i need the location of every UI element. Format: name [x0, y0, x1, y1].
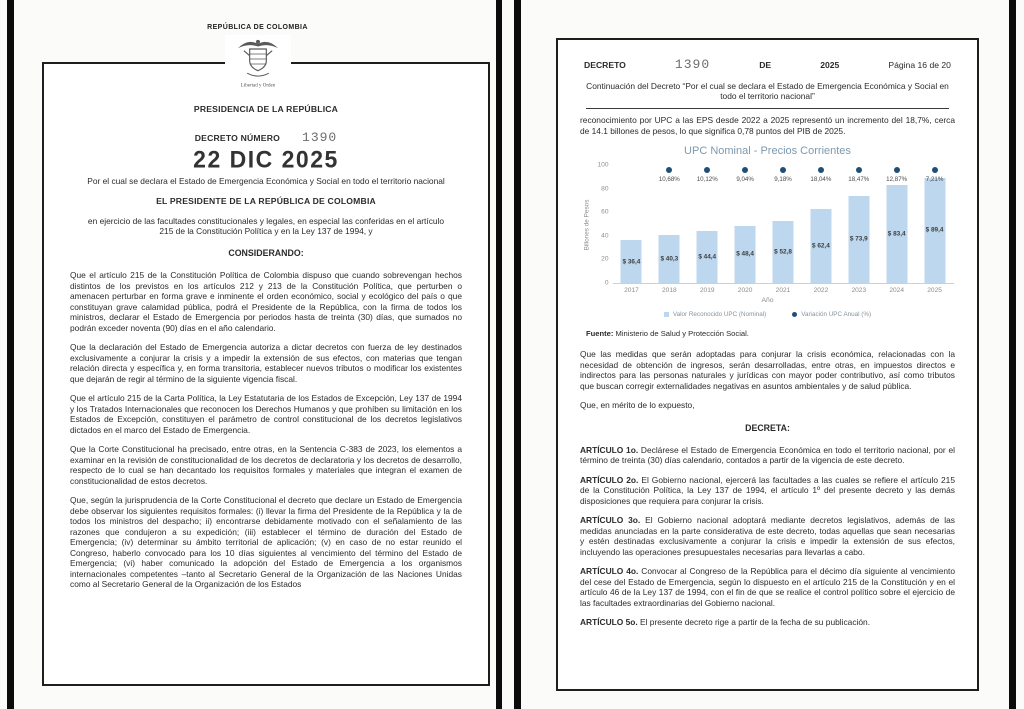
chart-legend	[582, 311, 954, 318]
x-axis-label: Año	[761, 297, 774, 304]
decree-number-stamp: 1390	[674, 57, 711, 72]
data-point-dot	[704, 167, 710, 173]
legend-item-bars	[664, 311, 766, 318]
x-tick: 2019	[699, 287, 715, 294]
article-text: Declárese el Estado de Emergencia Económica en todo el territorio nacional, por el término de treinta (30) días calendario, contados a partir de la vigencia de este decreto.	[580, 444, 955, 465]
article-text: El Gobierno nacional, ejercerá las facultades a las cuales se refiere el artículo 215 de la Constitución Política, la Ley 137 de 1994, el artículo 1º del presente decreto y las demás disposiciones que requiera para conjurar la crisis.	[580, 474, 955, 506]
chart-title: UPC Nominal - Precios Corrientes	[684, 145, 851, 157]
data-point-dot	[818, 167, 824, 173]
x-tick: 2021	[775, 287, 791, 294]
president-heading: EL PRESIDENTE DE LA REPÚBLICA DE COLOMBIA	[156, 196, 376, 206]
article-label: ARTÍCULO 5o.	[580, 617, 641, 627]
de-label: DE	[759, 60, 772, 70]
decree-subject: Por el cual se declara el Estado de Emergencia Económica y Social en todo el territorio nacional	[87, 176, 445, 186]
header-divider	[586, 108, 950, 109]
source-text: Ministerio de Salud y Protección Social.	[613, 329, 749, 338]
chart-slot	[878, 165, 916, 283]
emblem-motto: Libertad y Orden	[240, 83, 275, 89]
x-tick: 2025	[927, 287, 942, 294]
bar	[621, 240, 642, 283]
presidency-heading: PRESIDENCIA DE LA REPÚBLICA	[193, 104, 339, 114]
x-axis-ticks	[613, 287, 954, 294]
article-text: El Gobierno nacional adoptará mediante decretos legislativos, además de las medidas anunciadas en la parte considerativa de este decreto, todas aquellas que sean necesarias y estén destinadas exclusivamente a conjurar la crisis e impedir la extensión de sus efectos, incluyendo las operaciones presupuestales necesarias para llevarlas a cabo.	[580, 515, 955, 557]
pct-label: 18,47%	[848, 176, 870, 183]
right-page	[556, 38, 979, 691]
article-label: ARTÍCULO 4o.	[580, 566, 642, 576]
y-axis-ticks	[593, 161, 613, 287]
chart-slot	[650, 165, 688, 283]
article	[580, 445, 955, 466]
source-line	[586, 329, 955, 338]
body-paragraph: Que, en mérito de lo expuesto,	[580, 400, 695, 410]
bar-value-label: $ 52,8	[774, 248, 792, 256]
bar-value-label: $ 73,9	[849, 235, 868, 243]
decreta-heading: DECRETA:	[745, 422, 790, 433]
chart-slot	[688, 165, 726, 283]
chart-slot	[726, 165, 764, 283]
chart-slot	[764, 165, 802, 283]
bar-value-label: $ 44,4	[698, 253, 717, 261]
article-label: ARTÍCULO 2o.	[580, 474, 642, 485]
article	[580, 566, 955, 608]
powers-text: en ejercicio de las facultades constitucionales y legales, en especial las conferidas en el artículo 215 de la Constitución Política y en la Ley 137 de 1994, y	[87, 216, 445, 236]
republic-heading: REPÚBLICA DE COLOMBIA	[207, 24, 308, 31]
y-tick: 0	[604, 279, 609, 287]
left-page	[20, 0, 495, 709]
x-tick: 2017	[624, 287, 639, 294]
y-tick: 60	[601, 208, 609, 216]
scan-edge-bar-left	[7, 0, 14, 709]
bar-value-label: $ 40,3	[660, 255, 679, 263]
bar-value-label: $ 89,4	[925, 226, 944, 234]
x-tick: 2020	[737, 287, 753, 294]
source-label: Fuente:	[586, 329, 614, 338]
intro-paragraph: reconocimiento por UPC a las EPS desde 2022 a 2025 representó un incremento del 18,7%, cerca de 14.1 billones de pesos, lo que significa 0,78 puntos del PIB de 2025.	[580, 115, 955, 136]
data-point-dot	[780, 167, 786, 173]
data-point-dot	[856, 167, 862, 173]
chart-slot	[802, 165, 840, 283]
article-text: Convocar al Congreso de la República para el décimo día siguiente al vencimiento del cese del Estado de Emergencia, según lo dispuesto en el artículo 215 de la Constitución y en el artículo 46 de la Ley 137 de 1994, con el fin de que se realice el control político sobre el ejercicio de las facultades extraordinarias del Gobierno nacional.	[580, 566, 955, 608]
chart-slot	[613, 165, 651, 283]
decree-number-label: DECRETO NÚMERO	[194, 133, 281, 143]
article-label: ARTÍCULO 3o.	[580, 515, 646, 525]
bar-value-label: $ 83,4	[887, 230, 906, 238]
y-tick: 40	[601, 232, 609, 240]
continuation-text: Continuación del Decreto “Por el cual se declara el Estado de Emergencia Económica y Social en todo el territorio nacional”	[586, 81, 949, 101]
page-divider-bar-2	[514, 0, 521, 709]
upc-chart	[582, 145, 954, 318]
page-indicator: Página 16 de 20	[888, 60, 951, 70]
year-label: 2025	[820, 60, 840, 70]
legend-dot-label: Variación UPC Anual (%)	[801, 311, 872, 318]
bar	[810, 209, 831, 283]
bar	[697, 231, 718, 283]
article	[580, 475, 955, 507]
article-text: El presente decreto rige a partir de la fecha de su publicación.	[640, 617, 871, 627]
legend-bar-label: Valor Reconocido UPC (Nominal)	[672, 311, 767, 318]
legend-bar-marker-icon	[664, 312, 669, 317]
pct-label: 10,68%	[658, 176, 680, 183]
coat-of-arms-icon	[225, 35, 291, 98]
considerando-paragraph: Que la declaración del Estado de Emergencia autoriza a dictar decretos con fuerza de ley destinados exclusivamente a conjurar la crisis y a impedir la extensión de sus efectos, con materias que tengan relación directa y específica y, en forma transitoria, establecer nuevos tributos o modificar los existentes que dejarán de regir al término de la siguiente vigencia fiscal.	[70, 342, 462, 384]
decree-number-stamp: 1390	[302, 130, 338, 145]
y-axis-label: Billones de Pesos	[583, 199, 591, 250]
article-label: ARTÍCULO 1o.	[580, 444, 641, 455]
considerando-paragraphs	[70, 270, 462, 590]
pct-label: 9,18%	[774, 176, 792, 183]
article	[580, 515, 955, 557]
left-page-frame	[42, 62, 490, 686]
page-divider-bar-1	[496, 0, 502, 709]
x-tick: 2018	[662, 287, 677, 294]
chart-slot	[840, 165, 878, 283]
bar-value-label: $ 62,4	[812, 242, 830, 250]
x-tick: 2022	[813, 287, 829, 294]
pct-label: 10,12%	[696, 176, 718, 183]
article	[580, 617, 955, 628]
bar	[735, 226, 756, 283]
x-tick: 2024	[889, 287, 905, 294]
considerando-paragraph: Que la Corte Constitucional ha precisado, entre otras, en la Sentencia C-383 de 2023, los elementos a examinar en la revisión de constitucionalidad de los decretos de declaratoria y los decretos de desarrollo, respecto de lo cual se han decantado los requisitos formales y materiales que integran el examen de constitucionalidad de estos decretos.	[70, 444, 462, 486]
bar	[773, 221, 794, 283]
legend-item-dots	[792, 311, 871, 318]
chart-slot	[916, 165, 954, 283]
bar	[848, 196, 869, 283]
bar	[924, 178, 945, 283]
data-point-dot	[666, 167, 672, 173]
pct-label: 9,04%	[736, 176, 754, 183]
body-paragraphs	[580, 349, 955, 411]
considerando-paragraph: Que el artículo 215 de la Carta Política, la Ley Estatutaria de los Estados de Excepción, Ley 137 de 1994 y los Tratados Internacionales que reconocen los Derechos Humanos y que prohíben su limitación en los Estados de Excepción, constituyen el parámetro de control constitucional de los decretos legislativos dictados en el marco del Estado de Emergencia.	[70, 393, 462, 435]
bar	[659, 235, 680, 283]
decree-number-line	[70, 130, 462, 145]
bar	[886, 185, 907, 283]
plot-area	[613, 165, 954, 284]
pct-label: 18,04%	[810, 176, 832, 183]
x-tick: 2023	[851, 287, 867, 294]
legend-dot-marker-icon	[792, 312, 797, 317]
pct-label: 7,21%	[925, 176, 944, 183]
y-tick: 80	[601, 185, 609, 193]
articles	[580, 445, 955, 628]
y-tick: 100	[597, 161, 609, 169]
considerando-heading: CONSIDERANDO:	[228, 248, 304, 258]
date-stamp: 22 DIC 2025	[193, 145, 339, 173]
y-tick: 20	[601, 255, 609, 263]
bar-value-label: $ 48,4	[736, 250, 754, 258]
pct-label: 12,87%	[886, 176, 908, 183]
considerando-paragraph: Que el artículo 215 de la Constitución Política de Colombia dispuso que cuando sobrevengan hechos distintos de los previstos en los artículos 212 y 213 de la Constitución Política, que perturben o amenacen perturbar en forma grave e inminente el orden económico, social y ecológico del país o que constituyan grave calamidad pública, podrá el Presidente de la República, con la firma de todos los ministros, declarar el Estado de Emergencia por periodos hasta de treinta (30) días, que sumados no podrán exceder noventa (90) días en el año calendario.	[70, 270, 462, 333]
decree-label: DECRETO	[584, 60, 626, 70]
data-point-dot	[932, 167, 938, 173]
decree-header-row	[580, 57, 955, 72]
data-point-dot	[742, 167, 748, 173]
body-paragraph: Que las medidas que serán adoptadas para conjurar la crisis económica, relacionadas con la necesidad de obtención de ingresos, serán desarrolladas, entre otras, en impuestos directos e indirectos para las personas naturales y jurídicas con mayor poder contributivo, así como tributos que buscan corregir externalidades negativas en asuntos ambientales y de salud pública.	[580, 349, 955, 391]
data-point-dot	[894, 167, 900, 173]
bar-value-label: $ 36,4	[622, 258, 641, 266]
scan-edge-bar-right	[1009, 0, 1016, 709]
considerando-paragraph: Que, según la jurisprudencia de la Corte Constitucional el decreto que declare un Estado de Emergencia debe observar los siguientes requisitos formales: (i) llevar la firma del Presidente de la República y la de todos los ministros del despacho; ii) encontrarse debidamente motivado con el señalamiento de las razones que condujeron a su expedición; (iii) establecer el término de duración del Estado de Emergencia; (iv) determinar su ámbito territorial de aplicación; (v) en caso de no estar reunido el Congreso, haberlo convocado para los 10 días siguientes al vencimiento del término del Estado de Emergencia; (vi) haber comunicado la adopción del Estado de Emergencia a los organismos internacionales competentes –tanto al Secretario General de la Organización de las Naciones Unidas como al Secretario General de la Organización de los Estados	[70, 495, 462, 589]
